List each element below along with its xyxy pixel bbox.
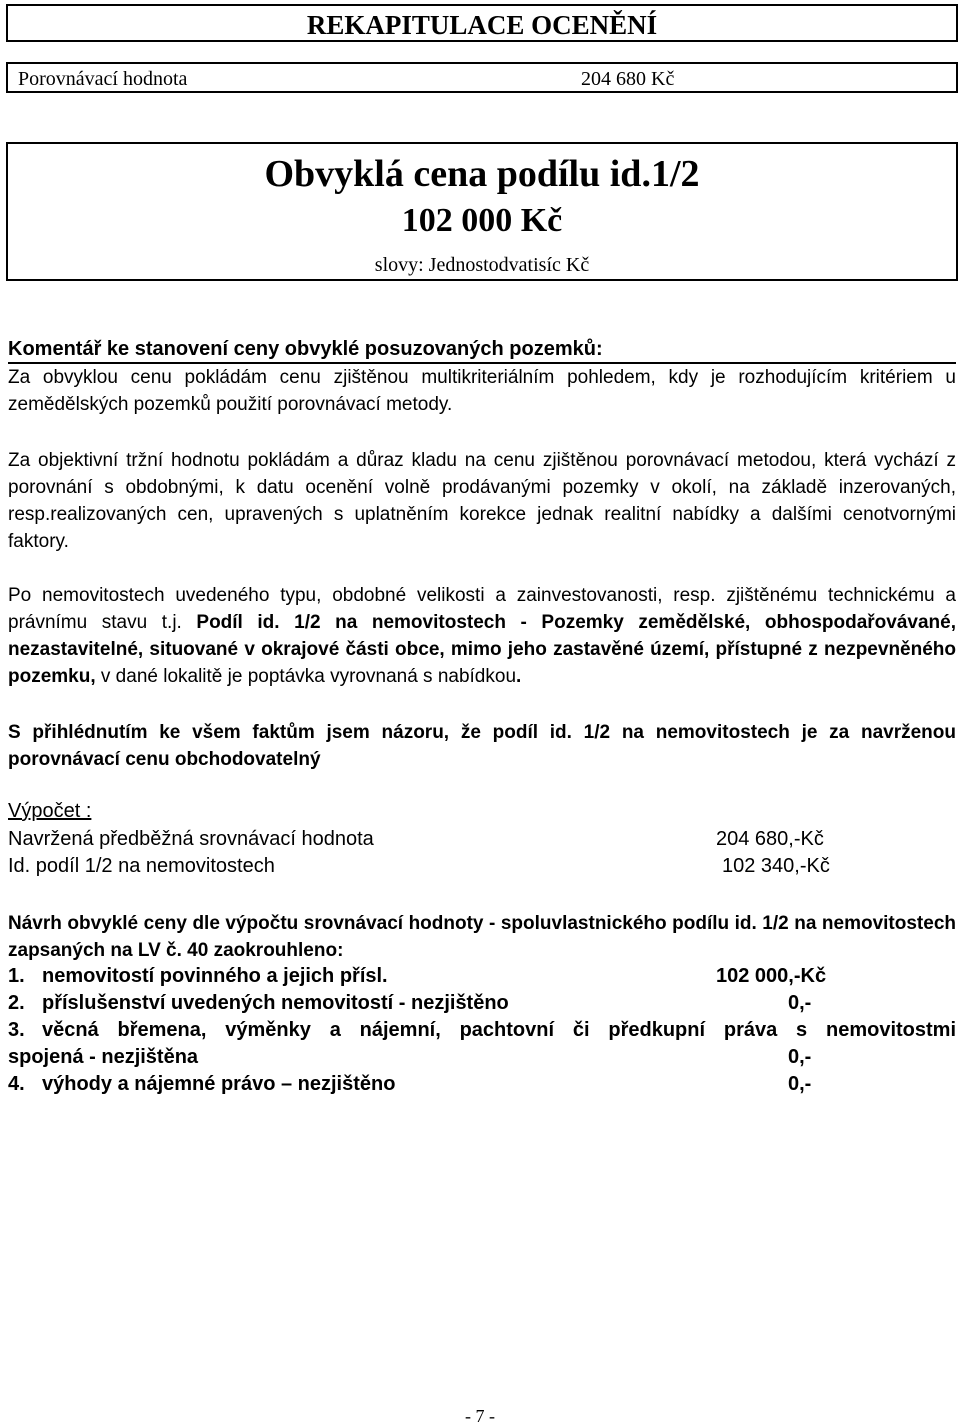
page-title: REKAPITULACE OCENĚNÍ (306, 10, 658, 40)
proposal-item-text: věcná břemena, výměnky a nájemní, pachtovní či předkupní práva s nemovitostmi (42, 1019, 956, 1041)
comment-paragraph-2: Za objektivní tržní hodnotu pokládám a důraz kladu na cenu zjištěnou porovnávací metodou, která vychází z porovnání s obdobnými, k datu ocenění volně prodávanými pozemky v okolí, na základě inzerovaných, resp.realizovaných cen, upravených s uplatněním korekce jednak realitní nabídky a dalšími cenotvornými faktory. (8, 450, 956, 552)
comment-paragraph-3 (8, 582, 956, 690)
usual-price-in-words: slovy: Jednostodvatisíc Kč (374, 254, 590, 276)
calc-row-label: Navržená předběžná srovnávací hodnota (8, 828, 374, 850)
proposal-item-text: příslušenství uvedených nemovitostí - nezjištěno (42, 992, 509, 1014)
comparison-value-box (6, 62, 958, 93)
proposal-item-value: 102 000,-Kč (716, 965, 827, 987)
page-number: - 7 - (465, 1406, 495, 1426)
proposal-item-text-cont: spojená - nezjištěna (8, 1046, 199, 1068)
proposal-item-number: 1. (8, 965, 25, 987)
proposal-item-value: 0,- (788, 1046, 812, 1068)
proposal-item-number: 4. (8, 1073, 25, 1095)
calc-heading: Výpočet : (8, 800, 92, 822)
calc-row-value: 204 680,-Kč (716, 828, 824, 850)
usual-price-amount: 102 000 Kč (401, 202, 563, 239)
p3-period: . (516, 666, 522, 687)
p3-intro: Po nemovitostech uvedeného typu, obdobné velikosti a zainvestovanosti, resp. zjištěnému technickému a právnímu stavu t.j. (8, 585, 956, 633)
proposal-item-value: 0,- (788, 1073, 812, 1095)
comment-paragraph-4: S přihlédnutím ke všem faktům jsem názoru, že podíl id. 1/2 na nemovitostech je za navrženou porovnávací cenu obchodovatelný (8, 722, 956, 770)
comment-heading: Komentář ke stanovení ceny obvyklé posuzovaných pozemků: (8, 338, 956, 364)
p3-demand: v dané lokalitě je poptávka vyrovnaná s nabídkou (95, 666, 517, 687)
proposal-item-number: 3. (8, 1019, 25, 1041)
proposal-item-text: výhody a nájemné právo – nezjištěno (42, 1073, 396, 1095)
comment-paragraph-1: Za obvyklou cenu pokládám cenu zjištěnou multikriteriálním pohledem, kdy je rozhodujícím kritériem u zemědělských pozemků použití porovnávací metody. (8, 367, 956, 415)
proposal-item-text: nemovitostí povinného a jejich přísl. (42, 965, 388, 987)
usual-price-box (6, 142, 958, 281)
calc-row-label: Id. podíl 1/2 na nemovitostech (8, 855, 275, 877)
usual-price-heading: Obvyklá cena podílu id.1/2 (264, 153, 700, 195)
calc-row-value: 102 340,-Kč (722, 855, 830, 877)
proposal-item-number: 2. (8, 992, 25, 1014)
proposal-item-value: 0,- (788, 992, 812, 1014)
comparison-value: 204 680 Kč (581, 68, 675, 90)
p3-subject: Podíl id. 1/2 na nemovitostech - Pozemky zemědělské, obhospodařovávané, nezastavitelné, situované v okrajové části obce, mimo jeho zastavěné území, přístupné z nezpevněného pozemku, (8, 612, 956, 687)
proposal-heading: Návrh obvyklé ceny dle výpočtu srovnávací hodnoty - spoluvlastnického podílu id. 1/2 na nemovitostech zapsaných na LV č. 40 zaokrouhleno: (8, 913, 956, 961)
title-box (6, 4, 958, 42)
comparison-label: Porovnávací hodnota (18, 68, 188, 90)
